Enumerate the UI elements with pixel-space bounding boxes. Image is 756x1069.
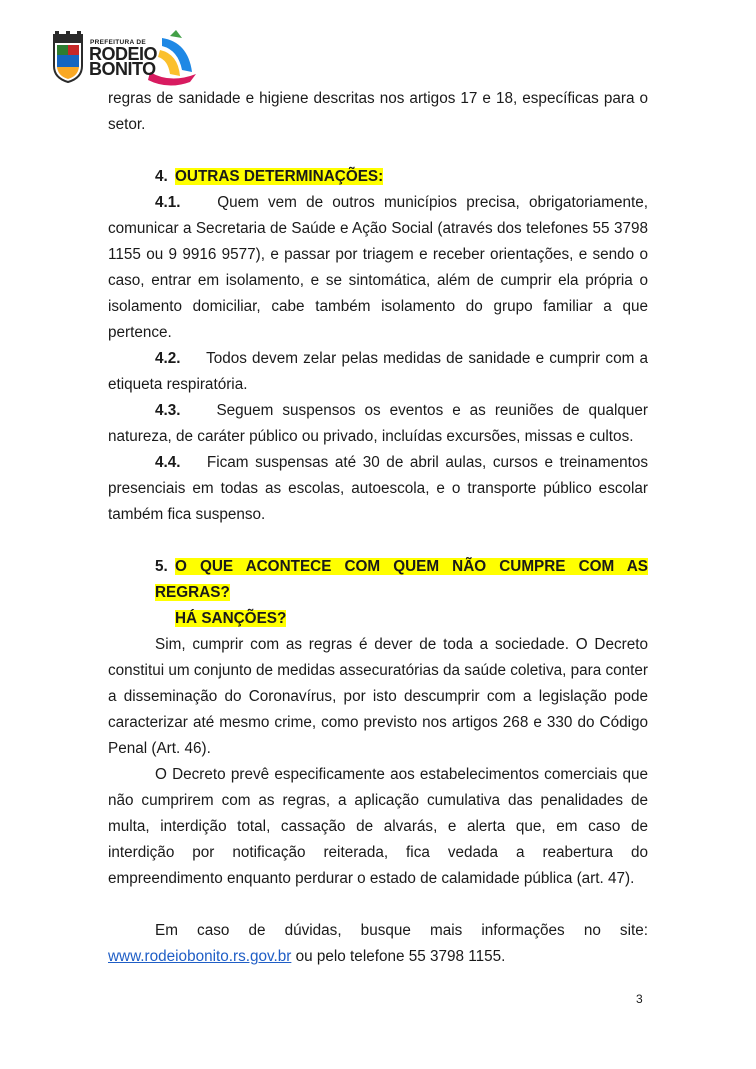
item-4-1 [108,190,648,346]
item-4-2-number: 4.2. [155,350,181,367]
section-4-title: OUTRAS DETERMINAÇÕES: [175,168,384,185]
section-5-paragraph-1: Sim, cumprir com as regras é dever de toda a sociedade. O Decreto constitui um conjunto de medidas assecuratórias da saúde coletiva, para conter a disseminação do Coronavírus, por isto descumprir com a legislação pode caracterizar até mesmo crime, como previsto nos artigos 268 e 330 do Código Penal (Art. 46). [108,636,648,757]
item-4-2 [108,346,648,398]
contact-line-2 [108,944,648,970]
logo-name-line2: BONITO [89,59,156,79]
contact-paragraph [108,918,648,944]
item-4-2-text: Todos devem zelar pelas medidas de sanidade e cumprir com a etiqueta respiratória. [108,350,648,393]
item-4-3 [108,398,648,450]
contact-text: Em caso de dúvidas, busque mais informações no site: [155,922,648,939]
item-4-3-text: Seguem suspensos os eventos e as reuniões de qualquer natureza, de caráter público ou privado, incluídas excursões, missas e cultos. [108,402,649,445]
header-logo [50,30,210,92]
section-5-heading-line2 [175,606,648,632]
contact-phone-text: ou pelo telefone 55 3798 1155. [291,948,506,965]
section-5-heading [155,554,648,606]
page-number: 3 [636,992,643,1006]
item-4-1-text: Quem vem de outros municípios precisa, obrigatoriamente, comunicar a Secretaria de Saúde e Ação Social (através dos telefones 55 3798 1155 ou 9 9916 9577), e passar por triagem e receber orientações, e sendo o caso, entrar em isolamento, e se sintomática, além de cumprir ela própria o isolamento domiciliar, cabe também isolamento do grupo familiar a que pertence. [108,194,648,341]
item-4-4-number: 4.4. [155,454,181,471]
logo-prefeitura-text: PREFEITURA DE [90,39,147,46]
logo-name-line1: RODEIO [89,44,158,64]
intro-paragraph: regras de sanidade e higiene descritas nos artigos 17 e 18, específicas para o setor. [108,90,648,133]
item-4-1-number: 4.1. [155,194,181,211]
item-4-3-number: 4.3. [155,402,181,419]
section-5-paragraph-2: O Decreto prevê especificamente aos estabelecimentos comerciais que não cumprirem com as regras, a aplicação cumulativa das penalidades de multa, interdição total, cassação de alvarás, e alerta que, em caso de interdição por notificação reiterada, fica vedada a reabertura do empreendimento enquanto perdurar o estado de calamidade pública (art. 47). [108,766,648,887]
item-4-4 [108,450,648,528]
section-5-title-line2: HÁ SANÇÕES? [175,610,287,627]
section-4-number: 4. [155,168,168,185]
section-5-title-line1: O QUE ACONTECE COM QUEM NÃO CUMPRE COM AS REGRAS? [155,558,648,601]
section-4-heading [155,164,648,190]
section-5-number: 5. [155,558,168,575]
website-link[interactable]: www.rodeiobonito.rs.gov.br [108,948,292,965]
document-body [108,86,648,970]
item-4-4-text: Ficam suspensas até 30 de abril aulas, cursos e treinamentos presenciais em todas as escolas, autoescola, e o transporte público escolar também fica suspenso. [108,454,649,523]
